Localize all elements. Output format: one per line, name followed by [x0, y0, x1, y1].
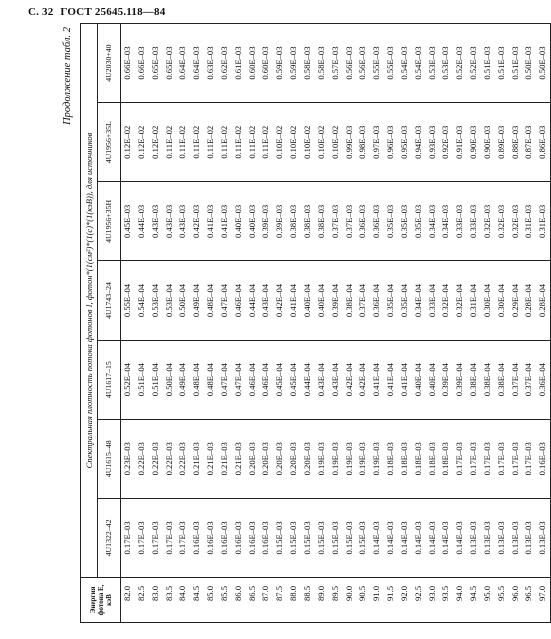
table-row: [246, 24, 260, 623]
flux-cell: 0.18E–03: [439, 419, 453, 498]
flux-cell: 0.92E–03: [439, 103, 453, 182]
energy-cell: 92.0: [398, 578, 412, 623]
flux-cell: 0.50E–04: [176, 261, 190, 340]
flux-cell: 0.61E–03: [232, 24, 246, 103]
flux-cell: 0.57E–03: [329, 24, 343, 103]
density-span-header: Спектральная плотность потока фотонов I, фотон*(1(см²)*(1(с)*(1(кэВ)), для источников: [81, 24, 98, 578]
flux-cell: 0.29E–04: [509, 261, 523, 340]
flux-cell: 0.90E–03: [467, 103, 481, 182]
flux-cell: 0.49E–04: [176, 340, 190, 419]
flux-cell: 0.30E–04: [495, 261, 509, 340]
flux-cell: 0.16E–03: [204, 498, 218, 577]
energy-cell: 93.0: [426, 578, 440, 623]
flux-cell: 0.65E–03: [149, 24, 163, 103]
flux-cell: 0.16E–03: [259, 498, 273, 577]
flux-cell: 0.18E–03: [412, 419, 426, 498]
flux-cell: 0.17E–03: [135, 498, 149, 577]
energy-cell: 84.5: [190, 578, 204, 623]
energy-cell: 97.0: [536, 578, 550, 623]
flux-cell: 0.28E–04: [522, 261, 536, 340]
flux-cell: 0.42E–03: [190, 182, 204, 261]
flux-cell: 0.13E–03: [509, 498, 523, 577]
flux-cell: 0.12E–02: [149, 103, 163, 182]
flux-cell: 0.41E–03: [218, 182, 232, 261]
table-row: [329, 24, 343, 623]
flux-cell: 0.37E–04: [356, 261, 370, 340]
flux-cell: 0.35E–03: [398, 182, 412, 261]
flux-cell: 0.43E–03: [149, 182, 163, 261]
energy-cell: 82.0: [121, 578, 135, 623]
flux-cell: 0.45E–04: [287, 340, 301, 419]
flux-cell: 0.23E–03: [121, 419, 135, 498]
page-header: [28, 6, 169, 18]
flux-cell: 0.33E–03: [453, 182, 467, 261]
flux-cell: 0.15E–03: [329, 498, 343, 577]
flux-cell: 0.19E–03: [315, 419, 329, 498]
flux-cell: 0.54E–03: [412, 24, 426, 103]
flux-cell: 0.53E–03: [439, 24, 453, 103]
table-row: [121, 24, 135, 623]
table-row: [356, 24, 370, 623]
energy-cell: 96.5: [522, 578, 536, 623]
flux-cell: 0.46E–04: [232, 261, 246, 340]
flux-cell: 0.22E–03: [176, 419, 190, 498]
flux-cell: 0.17E–03: [453, 419, 467, 498]
table-row: [273, 24, 287, 623]
flux-cell: 0.21E–03: [232, 419, 246, 498]
source-header: 4U1322–42: [98, 498, 121, 577]
flux-cell: 0.16E–03: [232, 498, 246, 577]
flux-cell: 0.20E–03: [287, 419, 301, 498]
flux-cell: 0.38E–03: [315, 182, 329, 261]
flux-cell: 0.38E–03: [287, 182, 301, 261]
flux-cell: 0.98E–03: [356, 103, 370, 182]
flux-cell: 0.33E–03: [467, 182, 481, 261]
flux-cell: 0.17E–03: [176, 498, 190, 577]
flux-cell: 0.32E–03: [509, 182, 523, 261]
source-header: 4U1617–15: [98, 340, 121, 419]
flux-cell: 0.39E–04: [439, 340, 453, 419]
flux-cell: 0.44E–03: [135, 182, 149, 261]
flux-cell: 0.48E–04: [204, 340, 218, 419]
flux-cell: 0.41E–04: [370, 340, 384, 419]
flux-cell: 0.11E–02: [204, 103, 218, 182]
flux-cell: 0.47E–04: [218, 261, 232, 340]
flux-cell: 0.33E–04: [426, 261, 440, 340]
flux-cell: 0.20E–03: [259, 419, 273, 498]
flux-cell: 0.28E–04: [536, 261, 550, 340]
flux-cell: 0.17E–03: [481, 419, 495, 498]
flux-cell: 0.43E–03: [163, 182, 177, 261]
flux-cell: 0.41E–03: [204, 182, 218, 261]
flux-cell: 0.19E–03: [343, 419, 357, 498]
flux-cell: 0.15E–03: [356, 498, 370, 577]
flux-cell: 0.14E–03: [453, 498, 467, 577]
flux-cell: 0.36E–03: [370, 182, 384, 261]
flux-cell: 0.11E–02: [218, 103, 232, 182]
flux-cell: 0.18E–03: [426, 419, 440, 498]
flux-cell: 0.39E–04: [453, 340, 467, 419]
flux-cell: 0.86E–03: [536, 103, 550, 182]
flux-cell: 0.14E–03: [398, 498, 412, 577]
flux-cell: 0.58E–03: [315, 24, 329, 103]
flux-cell: 0.18E–03: [384, 419, 398, 498]
flux-cell: 0.21E–03: [218, 419, 232, 498]
energy-cell: 85.5: [218, 578, 232, 623]
table-row: [495, 24, 509, 623]
flux-cell: 0.53E–04: [163, 261, 177, 340]
flux-cell: 0.48E–04: [204, 261, 218, 340]
flux-cell: 0.39E–04: [329, 261, 343, 340]
flux-cell: 0.34E–03: [439, 182, 453, 261]
flux-cell: 0.47E–04: [232, 340, 246, 419]
flux-cell: 0.11E–02: [232, 103, 246, 182]
energy-cell: 88.0: [287, 578, 301, 623]
table-row: [163, 24, 177, 623]
flux-cell: 0.18E–03: [398, 419, 412, 498]
flux-cell: 0.16E–03: [536, 419, 550, 498]
flux-cell: 0.17E–03: [467, 419, 481, 498]
energy-cell: 89.5: [329, 578, 343, 623]
table-row: [370, 24, 384, 623]
energy-cell: 83.5: [163, 578, 177, 623]
flux-cell: 0.15E–03: [273, 498, 287, 577]
flux-cell: 0.13E–03: [495, 498, 509, 577]
flux-cell: 0.11E–02: [259, 103, 273, 182]
table-body: [121, 24, 551, 623]
source-header: 4U1615–48: [98, 419, 121, 498]
flux-cell: 0.40E–04: [315, 261, 329, 340]
flux-cell: 0.65E–03: [163, 24, 177, 103]
flux-cell: 0.12E–02: [135, 103, 149, 182]
flux-cell: 0.46E–04: [246, 340, 260, 419]
rotated-table-area: [62, 23, 548, 623]
flux-cell: 0.42E–04: [343, 340, 357, 419]
table-row: [426, 24, 440, 623]
table-row: [259, 24, 273, 623]
flux-cell: 0.14E–03: [412, 498, 426, 577]
flux-cell: 0.14E–03: [439, 498, 453, 577]
table-row: [190, 24, 204, 623]
flux-cell: 0.40E–03: [232, 182, 246, 261]
flux-cell: 0.63E–03: [204, 24, 218, 103]
flux-cell: 0.15E–03: [287, 498, 301, 577]
energy-cell: 85.0: [204, 578, 218, 623]
flux-cell: 0.59E–03: [287, 24, 301, 103]
flux-cell: 0.56E–03: [356, 24, 370, 103]
flux-cell: 0.17E–03: [121, 498, 135, 577]
flux-cell: 0.42E–04: [273, 261, 287, 340]
flux-cell: 0.37E–03: [329, 182, 343, 261]
table-row: [398, 24, 412, 623]
flux-cell: 0.22E–03: [149, 419, 163, 498]
flux-cell: 0.19E–03: [370, 419, 384, 498]
flux-cell: 0.60E–03: [246, 24, 260, 103]
source-header: 4U1743–24: [98, 261, 121, 340]
flux-cell: 0.64E–03: [176, 24, 190, 103]
flux-cell: 0.36E–03: [356, 182, 370, 261]
flux-cell: 0.10E–02: [315, 103, 329, 182]
flux-cell: 0.17E–03: [149, 498, 163, 577]
flux-cell: 0.44E–04: [301, 340, 315, 419]
flux-cell: 0.11E–02: [176, 103, 190, 182]
flux-cell: 0.52E–03: [467, 24, 481, 103]
energy-cell: 88.5: [301, 578, 315, 623]
flux-cell: 0.94E–03: [412, 103, 426, 182]
flux-cell: 0.13E–03: [536, 498, 550, 577]
energy-cell: 91.0: [370, 578, 384, 623]
energy-cell: 95.0: [481, 578, 495, 623]
flux-cell: 0.35E–03: [412, 182, 426, 261]
energy-cell: 84.0: [176, 578, 190, 623]
flux-cell: 0.93E–03: [426, 103, 440, 182]
flux-cell: 0.38E–04: [481, 340, 495, 419]
flux-cell: 0.55E–03: [370, 24, 384, 103]
flux-cell: 0.99E–03: [343, 103, 357, 182]
flux-cell: 0.96E–03: [384, 103, 398, 182]
flux-cell: 0.50E–03: [522, 24, 536, 103]
flux-cell: 0.51E–03: [509, 24, 523, 103]
flux-cell: 0.20E–03: [273, 419, 287, 498]
continuation-label: Продолжение табл. 2: [62, 27, 73, 125]
flux-cell: 0.22E–03: [163, 419, 177, 498]
table-row: [453, 24, 467, 623]
flux-cell: 0.40E–04: [301, 261, 315, 340]
flux-cell: 0.17E–03: [163, 498, 177, 577]
flux-cell: 0.49E–04: [190, 261, 204, 340]
flux-cell: 0.11E–02: [246, 103, 260, 182]
flux-cell: 0.38E–03: [301, 182, 315, 261]
flux-cell: 0.43E–04: [329, 340, 343, 419]
flux-cell: 0.13E–03: [467, 498, 481, 577]
flux-cell: 0.14E–03: [426, 498, 440, 577]
flux-cell: 0.36E–04: [370, 261, 384, 340]
flux-cell: 0.54E–04: [135, 261, 149, 340]
flux-cell: 0.40E–04: [412, 340, 426, 419]
spectral-density-table: [80, 23, 551, 623]
flux-cell: 0.17E–03: [495, 419, 509, 498]
table-row: [135, 24, 149, 623]
flux-cell: 0.62E–03: [218, 24, 232, 103]
energy-cell: 94.5: [467, 578, 481, 623]
flux-cell: 0.38E–04: [343, 261, 357, 340]
flux-cell: 0.11E–02: [190, 103, 204, 182]
flux-cell: 0.32E–04: [453, 261, 467, 340]
flux-cell: 0.13E–03: [481, 498, 495, 577]
table-row: [509, 24, 523, 623]
flux-cell: 0.34E–04: [412, 261, 426, 340]
flux-cell: 0.40E–03: [246, 182, 260, 261]
flux-cell: 0.12E–02: [121, 103, 135, 182]
table-row: [384, 24, 398, 623]
flux-cell: 0.64E–03: [190, 24, 204, 103]
flux-cell: 0.46E–04: [259, 340, 273, 419]
flux-cell: 0.51E–03: [481, 24, 495, 103]
page-number: С. 32: [28, 6, 54, 18]
source-header: 4U1956+35L: [98, 103, 121, 182]
table-row: [412, 24, 426, 623]
table-row: [439, 24, 453, 623]
flux-cell: 0.39E–03: [259, 182, 273, 261]
flux-cell: 0.88E–03: [509, 103, 523, 182]
flux-cell: 0.16E–03: [218, 498, 232, 577]
flux-cell: 0.35E–03: [384, 182, 398, 261]
flux-cell: 0.30E–04: [481, 261, 495, 340]
flux-cell: 0.38E–04: [467, 340, 481, 419]
flux-cell: 0.14E–03: [370, 498, 384, 577]
flux-cell: 0.10E–02: [301, 103, 315, 182]
flux-cell: 0.10E–02: [273, 103, 287, 182]
flux-cell: 0.44E–04: [246, 261, 260, 340]
table-row: [232, 24, 246, 623]
flux-cell: 0.15E–03: [343, 498, 357, 577]
flux-cell: 0.97E–03: [370, 103, 384, 182]
flux-cell: 0.56E–03: [343, 24, 357, 103]
flux-cell: 0.53E–04: [149, 261, 163, 340]
flux-cell: 0.52E–04: [121, 340, 135, 419]
source-header: 4U1956+35H: [98, 182, 121, 261]
flux-cell: 0.51E–04: [135, 340, 149, 419]
table-row: [287, 24, 301, 623]
table-row: [301, 24, 315, 623]
flux-cell: 0.21E–03: [204, 419, 218, 498]
flux-cell: 0.36E–04: [536, 340, 550, 419]
energy-cell: 90.5: [356, 578, 370, 623]
flux-cell: 0.20E–03: [301, 419, 315, 498]
flux-cell: 0.35E–04: [398, 261, 412, 340]
flux-cell: 0.35E–04: [384, 261, 398, 340]
energy-cell: 82.5: [135, 578, 149, 623]
flux-cell: 0.48E–04: [190, 340, 204, 419]
flux-cell: 0.11E–02: [163, 103, 177, 182]
table-row: [204, 24, 218, 623]
flux-cell: 0.15E–03: [315, 498, 329, 577]
flux-cell: 0.13E–03: [522, 498, 536, 577]
flux-cell: 0.55E–03: [384, 24, 398, 103]
flux-cell: 0.16E–03: [190, 498, 204, 577]
flux-cell: 0.41E–04: [398, 340, 412, 419]
flux-cell: 0.53E–03: [426, 24, 440, 103]
table-row: [149, 24, 163, 623]
energy-cell: 94.0: [453, 578, 467, 623]
energy-cell: 92.5: [412, 578, 426, 623]
flux-cell: 0.31E–04: [467, 261, 481, 340]
flux-cell: 0.43E–04: [259, 261, 273, 340]
flux-cell: 0.47E–04: [218, 340, 232, 419]
flux-cell: 0.89E–03: [495, 103, 509, 182]
table-row: [481, 24, 495, 623]
energy-cell: 91.5: [384, 578, 398, 623]
energy-cell: 87.5: [273, 578, 287, 623]
table-row: [467, 24, 481, 623]
flux-cell: 0.31E–03: [536, 182, 550, 261]
table-row: [522, 24, 536, 623]
energy-cell: 86.0: [232, 578, 246, 623]
flux-cell: 0.51E–03: [495, 24, 509, 103]
source-header-row: [98, 24, 121, 623]
energy-cell: 90.0: [343, 578, 357, 623]
flux-cell: 0.14E–03: [384, 498, 398, 577]
energy-cell: 93.5: [439, 578, 453, 623]
energy-cell: 87.0: [259, 578, 273, 623]
flux-cell: 0.19E–03: [329, 419, 343, 498]
flux-cell: 0.42E–04: [356, 340, 370, 419]
flux-cell: 0.32E–04: [439, 261, 453, 340]
energy-cell: 89.0: [315, 578, 329, 623]
energy-cell: 95.5: [495, 578, 509, 623]
flux-cell: 0.87E–03: [522, 103, 536, 182]
flux-cell: 0.22E–03: [135, 419, 149, 498]
flux-cell: 0.54E–03: [398, 24, 412, 103]
flux-cell: 0.19E–03: [356, 419, 370, 498]
flux-cell: 0.20E–03: [246, 419, 260, 498]
flux-cell: 0.37E–03: [343, 182, 357, 261]
flux-cell: 0.60E–03: [259, 24, 273, 103]
flux-cell: 0.52E–03: [453, 24, 467, 103]
flux-cell: 0.21E–03: [190, 419, 204, 498]
flux-cell: 0.41E–04: [287, 261, 301, 340]
source-header: 4U2030+40: [98, 24, 121, 103]
flux-cell: 0.17E–03: [522, 419, 536, 498]
flux-cell: 0.45E–04: [273, 340, 287, 419]
energy-cell: 83.0: [149, 578, 163, 623]
energy-cell: 96.0: [509, 578, 523, 623]
standard-code: ГОСТ 25645.118—84: [60, 6, 166, 18]
flux-cell: 0.59E–03: [273, 24, 287, 103]
flux-cell: 0.15E–03: [301, 498, 315, 577]
flux-cell: 0.58E–03: [301, 24, 315, 103]
flux-cell: 0.39E–03: [273, 182, 287, 261]
flux-cell: 0.10E–02: [287, 103, 301, 182]
flux-cell: 0.50E–03: [536, 24, 550, 103]
flux-cell: 0.37E–04: [509, 340, 523, 419]
table-row: [218, 24, 232, 623]
flux-cell: 0.34E–03: [426, 182, 440, 261]
flux-cell: 0.17E–03: [509, 419, 523, 498]
flux-cell: 0.32E–03: [481, 182, 495, 261]
energy-cell: 86.5: [246, 578, 260, 623]
flux-cell: 0.43E–04: [315, 340, 329, 419]
table-row: [536, 24, 550, 623]
table-row: [343, 24, 357, 623]
flux-cell: 0.90E–03: [481, 103, 495, 182]
table-row: [176, 24, 190, 623]
table-row: [315, 24, 329, 623]
flux-cell: 0.66E–03: [121, 24, 135, 103]
energy-column-header: Энергия фотона E, кэВ: [81, 578, 121, 623]
flux-cell: 0.16E–03: [246, 498, 260, 577]
flux-cell: 0.50E–04: [163, 340, 177, 419]
flux-cell: 0.31E–03: [522, 182, 536, 261]
flux-cell: 0.66E–03: [135, 24, 149, 103]
flux-cell: 0.95E–03: [398, 103, 412, 182]
flux-cell: 0.43E–03: [176, 182, 190, 261]
flux-cell: 0.38E–04: [495, 340, 509, 419]
flux-cell: 0.32E–03: [495, 182, 509, 261]
flux-cell: 0.10E–02: [329, 103, 343, 182]
flux-cell: 0.55E–04: [121, 261, 135, 340]
flux-cell: 0.51E–04: [149, 340, 163, 419]
flux-cell: 0.45E–03: [121, 182, 135, 261]
flux-cell: 0.41E–04: [384, 340, 398, 419]
flux-cell: 0.40E–04: [426, 340, 440, 419]
flux-cell: 0.37E–04: [522, 340, 536, 419]
flux-cell: 0.91E–03: [453, 103, 467, 182]
